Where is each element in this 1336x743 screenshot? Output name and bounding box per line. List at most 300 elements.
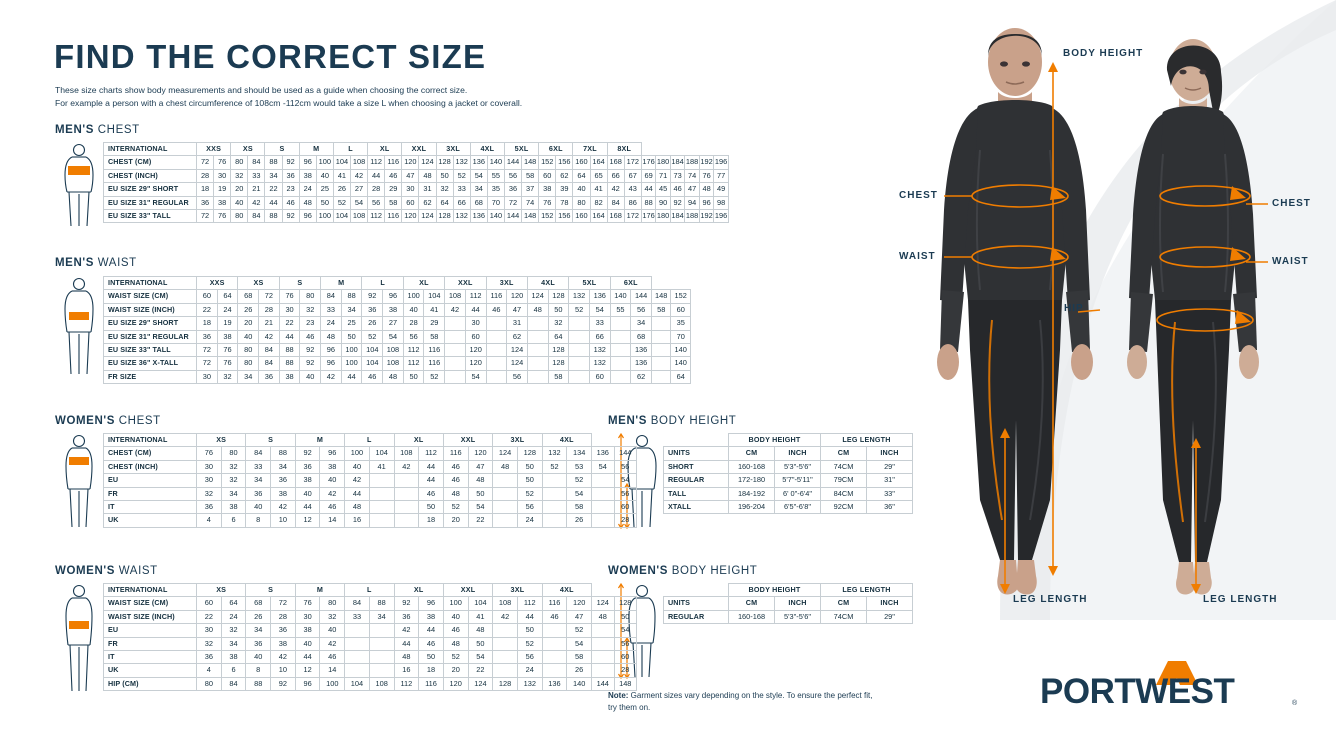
data-cell: 67 [624, 169, 641, 182]
data-cell: 74CM [821, 460, 867, 473]
data-cell: 46 [486, 303, 507, 316]
data-cell: 54 [468, 651, 493, 664]
data-cell: 32 [231, 169, 248, 182]
data-cell: 144 [631, 290, 652, 303]
group-header: LEG LENGTH [821, 434, 913, 447]
row-label: CHEST (CM) [104, 447, 197, 460]
table-womens-chest [103, 433, 637, 528]
data-cell: 44 [419, 474, 444, 487]
data-cell [651, 317, 671, 330]
data-cell: 136 [470, 156, 487, 169]
data-cell: 38 [271, 487, 296, 500]
data-cell: 27 [383, 317, 404, 330]
data-cell: 100 [341, 357, 362, 370]
data-cell: 31 [507, 317, 528, 330]
column-header: INCH [867, 597, 913, 610]
data-cell: 128 [436, 210, 453, 223]
data-cell: 26 [567, 514, 592, 527]
data-cell: 36 [394, 610, 419, 623]
data-cell: 52 [567, 624, 592, 637]
data-cell: 14 [320, 514, 345, 527]
data-cell: 46 [443, 474, 468, 487]
data-cell: 42 [394, 624, 419, 637]
data-cell: 108 [350, 210, 367, 223]
logo-trademark: ® [1292, 700, 1298, 707]
data-cell: 100 [341, 344, 362, 357]
data-cell: 92 [362, 290, 383, 303]
data-cell: 23 [282, 183, 299, 196]
column-header: UNITS [664, 597, 729, 610]
data-cell: 124 [527, 290, 548, 303]
row-label: FR SIZE [104, 370, 197, 383]
data-cell: 88 [265, 156, 282, 169]
data-cell: 77 [714, 169, 729, 182]
data-cell: 116 [424, 344, 445, 357]
data-cell: 104 [345, 677, 370, 690]
row-label: TALL [664, 487, 729, 500]
data-cell: 25 [316, 183, 333, 196]
data-cell: 84 [221, 677, 246, 690]
data-cell [527, 344, 548, 357]
data-cell: 38 [320, 460, 345, 473]
data-cell: 38 [214, 196, 231, 209]
data-cell: 136 [631, 357, 652, 370]
data-cell: 18 [419, 514, 444, 527]
data-cell: 10 [271, 664, 296, 677]
data-cell: 28 [271, 610, 296, 623]
row-label: EU SIZE 29" SHORT [104, 317, 197, 330]
data-cell: 52 [333, 196, 350, 209]
column-header-international: INTERNATIONAL [104, 143, 197, 156]
data-cell: 52 [569, 303, 590, 316]
row-label: WAIST SIZE (INCH) [104, 303, 197, 316]
data-cell: 98 [714, 196, 729, 209]
data-cell: 50 [316, 196, 333, 209]
data-cell: 46 [320, 501, 345, 514]
data-cell: 92 [300, 357, 321, 370]
data-cell [493, 487, 518, 500]
data-cell: 152 [539, 210, 556, 223]
data-cell: 14 [320, 664, 345, 677]
data-cell: 48 [699, 183, 714, 196]
data-cell: 34 [470, 183, 487, 196]
data-cell: 76 [295, 597, 320, 610]
data-cell: 104 [424, 290, 445, 303]
data-cell: 18 [419, 664, 444, 677]
data-cell [542, 514, 567, 527]
data-cell: 38 [419, 610, 444, 623]
column-header-size: M [299, 143, 333, 156]
data-cell: 42 [394, 460, 419, 473]
row-label: REGULAR [664, 474, 729, 487]
row-label: WAIST SIZE (INCH) [104, 610, 197, 623]
data-cell: 140 [671, 357, 691, 370]
data-cell: 30 [197, 474, 222, 487]
data-cell: 48 [299, 196, 316, 209]
data-cell: 92 [271, 677, 296, 690]
data-cell: 62 [556, 169, 573, 182]
row-label: EU SIZE 29" SHORT [104, 183, 197, 196]
data-cell: 28 [614, 514, 637, 527]
data-cell: 32 [436, 183, 453, 196]
column-header-size: 7XL [573, 143, 607, 156]
row-label: UK [104, 664, 197, 677]
column-header-size: 4XL [542, 584, 591, 597]
data-cell [369, 651, 394, 664]
data-cell [394, 474, 419, 487]
data-cell: 34 [238, 370, 259, 383]
data-cell: 44 [345, 487, 370, 500]
table-mens-chest [103, 142, 729, 223]
data-cell: 54 [614, 624, 637, 637]
data-cell: 42 [248, 196, 265, 209]
data-cell: 65 [590, 169, 607, 182]
data-cell: 80 [231, 156, 248, 169]
data-cell: 56 [517, 651, 542, 664]
data-cell: 120 [465, 357, 486, 370]
data-cell: 21 [248, 183, 265, 196]
data-cell: 184 [670, 210, 685, 223]
data-cell: 72 [197, 156, 214, 169]
data-cell: 20 [231, 183, 248, 196]
data-cell: 84 [607, 196, 624, 209]
data-cell [592, 637, 615, 650]
data-cell: 108 [350, 156, 367, 169]
data-cell [493, 474, 518, 487]
data-cell: 80 [300, 290, 321, 303]
data-cell: 41 [468, 610, 493, 623]
data-cell: 116 [424, 357, 445, 370]
data-cell [610, 370, 631, 383]
data-cell: 50 [468, 637, 493, 650]
data-cell: 20 [238, 317, 259, 330]
data-cell: 38 [295, 474, 320, 487]
data-cell: 53 [567, 460, 592, 473]
data-cell: 120 [402, 156, 419, 169]
data-cell: 60 [614, 651, 637, 664]
data-cell: 156 [556, 156, 573, 169]
data-cell: 80 [197, 677, 222, 690]
data-cell: 32 [217, 370, 238, 383]
data-cell: 144 [614, 447, 637, 460]
data-cell: 120 [567, 597, 592, 610]
data-cell: 41 [333, 169, 350, 182]
data-cell: 92 [670, 196, 685, 209]
data-cell [542, 474, 567, 487]
table-row [104, 637, 637, 650]
data-cell: 148 [522, 210, 539, 223]
data-cell: 46 [670, 183, 685, 196]
data-cell [527, 357, 548, 370]
data-cell: 79CM [821, 474, 867, 487]
data-cell: 6 [221, 664, 246, 677]
row-label: EU SIZE 33" TALL [104, 210, 197, 223]
data-cell: 36 [246, 487, 271, 500]
data-cell: 47 [685, 183, 700, 196]
data-cell [445, 344, 466, 357]
data-cell: 64 [217, 290, 238, 303]
data-cell: 140 [610, 290, 631, 303]
data-cell: 40 [295, 637, 320, 650]
row-label: CHEST (INCH) [104, 169, 197, 182]
row-label: EU [104, 474, 197, 487]
table-row [104, 474, 637, 487]
data-cell: 64 [436, 196, 453, 209]
data-cell: 136 [631, 344, 652, 357]
data-cell: 56 [614, 487, 637, 500]
data-cell: 24 [321, 317, 342, 330]
data-cell: 44 [295, 651, 320, 664]
data-cell: 96 [299, 210, 316, 223]
data-cell: 32 [300, 303, 321, 316]
data-cell: 62 [507, 330, 528, 343]
data-cell: 43 [624, 183, 641, 196]
data-cell: 21 [259, 317, 280, 330]
data-cell: 56 [517, 501, 542, 514]
data-cell: 27 [350, 183, 367, 196]
data-cell: 29 [424, 317, 445, 330]
data-cell: 40 [320, 474, 345, 487]
data-cell [569, 370, 590, 383]
data-cell [592, 474, 615, 487]
data-cell: 36 [197, 196, 214, 209]
table-row [104, 677, 637, 690]
data-cell: 42 [350, 169, 367, 182]
data-cell: 44 [641, 183, 656, 196]
data-cell: 58 [567, 501, 592, 514]
data-cell: 62 [419, 196, 436, 209]
data-cell: 140 [487, 210, 504, 223]
data-cell: 58 [522, 169, 539, 182]
data-cell: 28 [197, 169, 214, 182]
note-label: Note: [608, 691, 629, 700]
data-cell: 188 [685, 156, 700, 169]
data-cell: 36 [246, 637, 271, 650]
column-header-size: 3XL [486, 277, 527, 290]
data-cell: 64 [548, 330, 569, 343]
data-cell: 54 [614, 474, 637, 487]
data-cell: 56 [631, 303, 652, 316]
portwest-logo-text: PORTWEST [1040, 672, 1235, 711]
column-header-size: XL [368, 143, 402, 156]
data-cell: 22 [197, 303, 218, 316]
table-row [104, 624, 637, 637]
data-cell: 42 [493, 610, 518, 623]
data-cell: 54 [589, 303, 610, 316]
data-cell [445, 330, 466, 343]
data-cell: 46 [362, 370, 383, 383]
data-cell: 36 [271, 624, 296, 637]
data-cell: 148 [651, 290, 671, 303]
data-cell: 128 [548, 357, 569, 370]
data-cell: 176 [641, 156, 656, 169]
data-cell: 31" [867, 474, 913, 487]
data-cell: 34 [221, 487, 246, 500]
data-cell [369, 487, 394, 500]
row-label: EU SIZE 31" REGULAR [104, 330, 197, 343]
data-cell [569, 357, 590, 370]
data-cell: 64 [221, 597, 246, 610]
table-row [104, 447, 637, 460]
data-cell: 104 [333, 156, 350, 169]
label-waist-left: WAIST [899, 251, 936, 262]
data-cell [651, 344, 671, 357]
data-cell: 20 [443, 664, 468, 677]
data-cell: 32 [221, 460, 246, 473]
data-cell: 92CM [821, 501, 867, 514]
data-cell: 30 [402, 183, 419, 196]
data-cell: 52 [517, 487, 542, 500]
data-cell: 22 [197, 610, 222, 623]
column-header-size: 6XL [610, 277, 651, 290]
data-cell: 74 [685, 169, 700, 182]
data-cell: 88 [265, 210, 282, 223]
data-cell: 33 [248, 169, 265, 182]
data-cell: 48 [493, 460, 518, 473]
data-cell: 42 [321, 370, 342, 383]
data-cell: 54 [383, 330, 404, 343]
data-cell: 46 [443, 460, 468, 473]
data-cell: 47 [567, 610, 592, 623]
data-cell: 128 [614, 597, 637, 610]
data-cell: 88 [279, 357, 300, 370]
data-cell: 90 [656, 196, 671, 209]
group-header: BODY HEIGHT [729, 434, 821, 447]
data-cell: 108 [383, 344, 404, 357]
data-cell: 48 [383, 370, 404, 383]
table-header-row [104, 143, 729, 156]
data-cell: 88 [369, 597, 394, 610]
data-cell: 28 [259, 303, 280, 316]
data-cell: 50 [436, 169, 453, 182]
figure-icon-womens-waist [58, 583, 100, 693]
data-cell: 38 [383, 303, 404, 316]
data-cell: 128 [436, 156, 453, 169]
column-header: INCH [775, 597, 821, 610]
row-label: CHEST (CM) [104, 156, 197, 169]
data-cell: 54 [567, 487, 592, 500]
data-cell: 34 [631, 317, 652, 330]
data-cell: 112 [394, 677, 419, 690]
data-cell: 152 [539, 156, 556, 169]
data-cell: 80 [238, 357, 259, 370]
label-body-height: BODY HEIGHT [1063, 48, 1144, 59]
data-cell [394, 487, 419, 500]
data-cell: 42 [320, 487, 345, 500]
table-header-row [104, 584, 637, 597]
data-cell: 128 [548, 290, 569, 303]
column-header: CM [821, 597, 867, 610]
data-cell: 108 [394, 447, 419, 460]
data-cell: 34 [369, 610, 394, 623]
data-cell: 76 [279, 290, 300, 303]
data-cell [486, 330, 507, 343]
data-cell: 5'7"-5'11" [775, 474, 821, 487]
row-label: SHORT [664, 460, 729, 473]
data-cell: 71 [656, 169, 671, 182]
data-cell: 10 [271, 514, 296, 527]
data-cell: 42 [259, 330, 280, 343]
column-header-size: XXS [197, 277, 238, 290]
data-cell: 26 [567, 664, 592, 677]
data-cell: 50 [419, 501, 444, 514]
data-cell [542, 664, 567, 677]
data-cell: 172-180 [729, 474, 775, 487]
data-cell: 78 [556, 196, 573, 209]
data-cell [542, 637, 567, 650]
data-cell: 44 [419, 460, 444, 473]
data-cell: 24 [221, 610, 246, 623]
data-cell: 50 [341, 330, 362, 343]
data-cell: 92 [394, 597, 419, 610]
data-cell: 6 [221, 514, 246, 527]
data-cell: 140 [567, 677, 592, 690]
data-cell: 60 [589, 370, 610, 383]
data-cell: 160-168 [729, 460, 775, 473]
data-cell: 72 [271, 597, 296, 610]
data-cell: 84 [259, 357, 280, 370]
row-label: WAIST SIZE (CM) [104, 290, 197, 303]
data-cell: 48 [345, 501, 370, 514]
data-cell [651, 370, 671, 383]
data-cell: 96 [321, 357, 342, 370]
column-header: CM [821, 447, 867, 460]
data-cell: 23 [300, 317, 321, 330]
data-cell: 172 [624, 210, 641, 223]
data-cell: 58 [385, 196, 402, 209]
table-header-row [104, 434, 637, 447]
data-cell: 28 [403, 317, 424, 330]
data-cell: 108 [369, 677, 394, 690]
data-cell [486, 357, 507, 370]
data-cell: 32 [197, 487, 222, 500]
data-cell: 120 [443, 677, 468, 690]
data-cell [569, 344, 590, 357]
data-cell: 76 [197, 447, 222, 460]
data-cell: 36 [197, 651, 222, 664]
column-header-size: 6XL [539, 143, 573, 156]
data-cell: 66 [453, 196, 470, 209]
data-cell: 144 [504, 156, 521, 169]
data-cell: 116 [385, 156, 402, 169]
data-cell: 148 [522, 156, 539, 169]
data-cell: 38 [295, 624, 320, 637]
data-cell: 64 [573, 169, 590, 182]
column-header-size: XS [197, 434, 246, 447]
data-cell: 55 [487, 169, 504, 182]
data-cell: 34 [271, 460, 296, 473]
data-cell: 132 [453, 210, 470, 223]
data-cell: 132 [542, 447, 567, 460]
data-cell: 44 [341, 370, 362, 383]
data-cell: 69 [641, 169, 656, 182]
data-cell: 24 [517, 664, 542, 677]
data-cell: 26 [362, 317, 383, 330]
data-cell [610, 344, 631, 357]
column-header-size: 4XL [542, 434, 591, 447]
data-cell: 48 [443, 637, 468, 650]
data-cell: 84 [321, 290, 342, 303]
data-cell: 82 [590, 196, 607, 209]
data-cell: 100 [320, 677, 345, 690]
data-cell [651, 330, 671, 343]
data-cell: 176 [641, 210, 656, 223]
data-cell: 40 [231, 196, 248, 209]
table-row [104, 357, 691, 370]
data-cell: 36 [197, 330, 218, 343]
data-cell: 92 [282, 210, 299, 223]
data-cell: 16 [394, 664, 419, 677]
